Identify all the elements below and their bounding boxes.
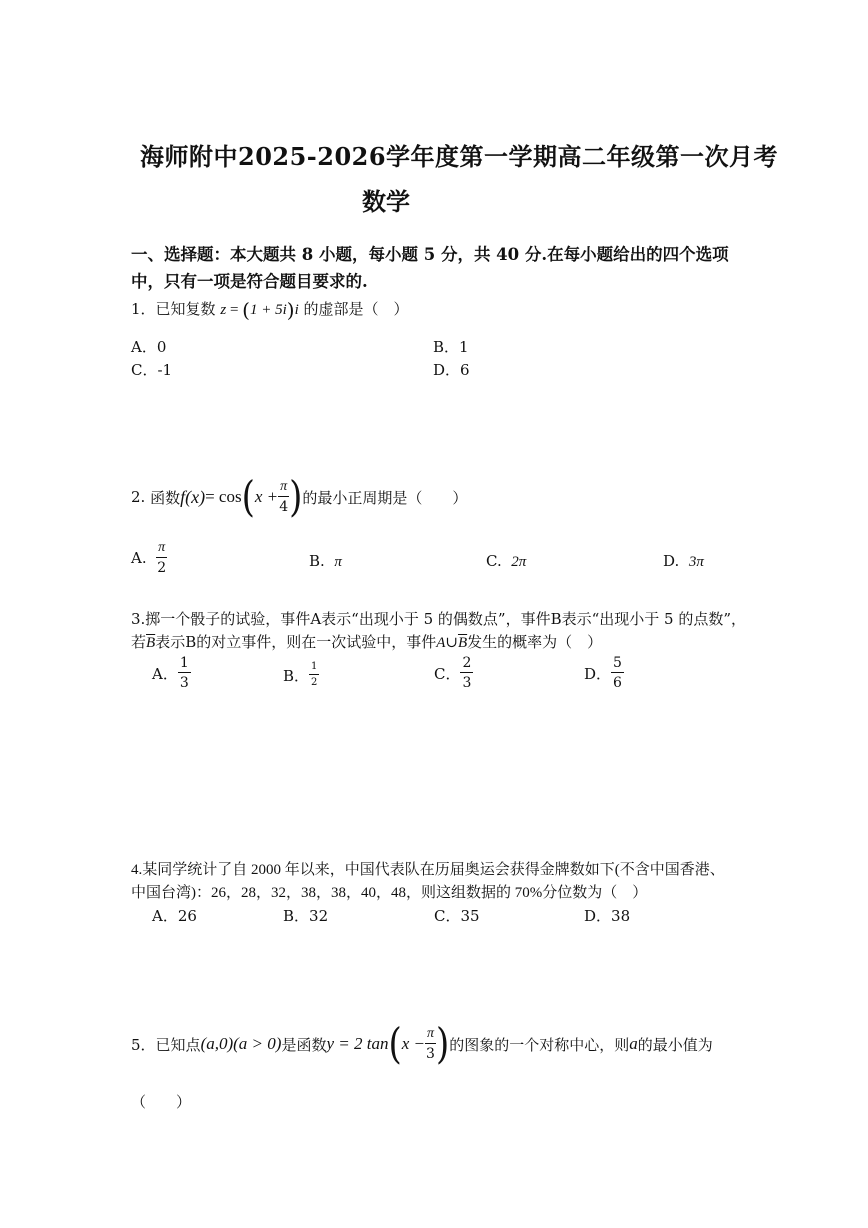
q2-rparen: ) (289, 472, 303, 522)
q2-option-a-label: A. (131, 549, 147, 567)
q5-frac-den: 3 (426, 1046, 435, 1062)
q2-frac-den: 4 (279, 499, 289, 515)
q1-option-d-text: 6 (460, 361, 470, 379)
q1-eq: = (226, 302, 243, 318)
q2-frac-num: π (278, 480, 289, 497)
q1-option-b[interactable] (433, 336, 469, 357)
q3-option-a-num: 1 (179, 655, 189, 671)
q3-option-b-frac (309, 662, 319, 688)
q1-lparen: ( (242, 298, 250, 322)
q3-option-d[interactable] (584, 656, 624, 690)
q4-option-a-text: 26 (177, 907, 197, 925)
question-1 (131, 298, 409, 322)
question-4-line1: 4.某同学统计了自 2000 年以来，中国代表队在历届奥运会获得金牌数如下(不含中国香港、 (131, 862, 725, 878)
q1-option-c-text: -1 (157, 361, 173, 379)
q3-option-d-den: 6 (613, 675, 622, 691)
q2-lparen: ( (241, 472, 255, 522)
q4-option-a-label: A． (152, 907, 178, 925)
q3-option-c-den: 3 (462, 675, 472, 691)
q2-eq-cos: = cos (205, 487, 242, 506)
q5-point: (a,0)(a > 0) (200, 1034, 282, 1053)
q2-option-c-label: C. (486, 552, 502, 570)
question-3-line2 (131, 631, 602, 652)
q2-option-a-num: π (156, 541, 167, 558)
q5-fraction (425, 1027, 436, 1061)
q1-option-d-label: D． (433, 361, 461, 379)
q5-frac-num: π (425, 1027, 436, 1044)
page-title: 海师附中2025-2026学年度第一学期高二年级第一次月考 (140, 142, 779, 171)
q4-option-b[interactable] (283, 905, 328, 926)
q5-var-a: a (629, 1034, 638, 1053)
q2-tail: 的最小正周期是（ ） (302, 488, 468, 507)
q5-rparen: ) (436, 1019, 450, 1069)
q1-lead: 已知复数 (155, 300, 216, 318)
q1-tail: 的虚部是（ ） (303, 300, 409, 318)
q1-number: 1． (131, 300, 156, 318)
q1-var-z: z (220, 302, 227, 318)
q2-option-b[interactable] (309, 552, 342, 571)
q5-tail: 的图象的一个对称中心，则 (449, 1035, 630, 1054)
q3-mid: 表示B的对立事件，则在一次试验中，事件 (155, 633, 437, 651)
q5-number: 5． (131, 1035, 156, 1054)
q3-tail: 发生的概率为（ ） (467, 633, 603, 651)
q3-option-a[interactable] (152, 656, 191, 690)
subject-title: 数学 (362, 187, 410, 216)
q2-lead: 函数 (150, 488, 181, 507)
q3-option-c-label: C． (434, 664, 461, 683)
q4-option-c-label: C． (434, 907, 461, 925)
q5-answer-paren: （ ） (131, 1093, 192, 1111)
q5-lead: 已知点 (155, 1035, 201, 1054)
q2-fraction (278, 480, 289, 514)
q2-option-a-den: 2 (157, 560, 167, 576)
q1-option-a[interactable] (131, 336, 166, 357)
question-3-line1: 3.掷一个骰子的试验，事件A表示“出现小于 5 的偶数点”，事件B表示“出现小于 5 的点数”， (131, 610, 747, 628)
q2-option-a-frac (156, 541, 167, 575)
q3-union-b: $\overline{B}$ (457, 635, 468, 651)
q2-x-plus: x + (254, 487, 279, 506)
q2-option-a[interactable] (131, 541, 167, 575)
q3-union-op: ∪ (445, 633, 458, 651)
q2-option-b-label: B. (309, 552, 325, 570)
q2-option-b-text: π (334, 554, 342, 570)
q1-option-c-label: C． (131, 361, 158, 379)
q5-mid: 是函数 (281, 1035, 327, 1054)
q3-pre: 若 (131, 633, 147, 651)
q1-option-b-text: 1 (459, 338, 469, 356)
q2-option-d-text: 3π (688, 554, 704, 570)
question-4-line2: 中国台湾)：26，28，32，38，38，40，48，则这组数据的 70%分位数为（ ） (131, 885, 648, 901)
q3-option-c[interactable] (434, 656, 473, 690)
q3-bbar: $\overline{B}$ (146, 635, 156, 651)
q3-option-a-frac (178, 656, 191, 690)
q2-option-c-text: 2π (511, 554, 527, 570)
q4-option-b-text: 32 (309, 907, 329, 925)
question-2 (131, 472, 468, 522)
q2-fx: f(x) (180, 486, 206, 507)
q3-option-d-frac (611, 656, 624, 690)
q1-option-c[interactable] (131, 359, 172, 380)
section-heading-line1: 一、选择题：本大题共 8 小题，每小题 5 分，共 40 分.在每小题给出的四个选项 (131, 245, 729, 264)
q3-option-a-den: 3 (179, 675, 189, 691)
section-heading-line2: 中，只有一项是符合题目要求的. (131, 272, 368, 291)
section-heading (131, 241, 741, 295)
q2-option-d-label: D. (663, 552, 680, 570)
q4-option-d-text: 38 (611, 907, 631, 925)
q1-inner: 1 + 5i (249, 302, 287, 318)
q5-tail2: 的最小值为 (637, 1035, 713, 1054)
q4-option-d[interactable] (584, 905, 630, 926)
q4-option-b-label: B． (283, 907, 310, 925)
q3-option-b-den: 2 (311, 677, 318, 688)
q5-lparen: ( (388, 1019, 402, 1069)
q3-option-b[interactable] (283, 662, 319, 688)
question-5 (131, 1019, 713, 1069)
q5-x-minus: x − (401, 1034, 425, 1053)
q3-option-d-num: 5 (613, 655, 622, 671)
q4-option-d-label: D． (584, 907, 612, 925)
q1-option-a-text: 0 (156, 338, 167, 356)
q3-option-a-label: A． (152, 664, 178, 683)
q4-option-c-text: 35 (460, 907, 480, 925)
q3-option-d-label: D． (584, 664, 612, 683)
q2-option-d[interactable] (663, 552, 704, 571)
q1-option-d[interactable] (433, 359, 470, 380)
q2-option-c[interactable] (486, 552, 526, 571)
q3-option-b-label: B． (283, 666, 310, 685)
q4-option-c[interactable] (434, 905, 480, 926)
q3-option-b-num: 1 (309, 662, 319, 675)
q3-union-a: A (436, 635, 446, 651)
q1-option-b-label: B． (433, 338, 460, 356)
q1-option-a-label: A． (131, 338, 157, 356)
q5-y-eq: y = 2 tan (326, 1034, 389, 1053)
q1-var-i: i (294, 302, 299, 318)
q3-option-c-num: 2 (462, 655, 472, 671)
q4-option-a[interactable] (152, 905, 197, 926)
q1-rparen: ) (286, 298, 295, 322)
q2-number: 2. (131, 488, 146, 506)
q3-option-c-frac (460, 656, 473, 690)
